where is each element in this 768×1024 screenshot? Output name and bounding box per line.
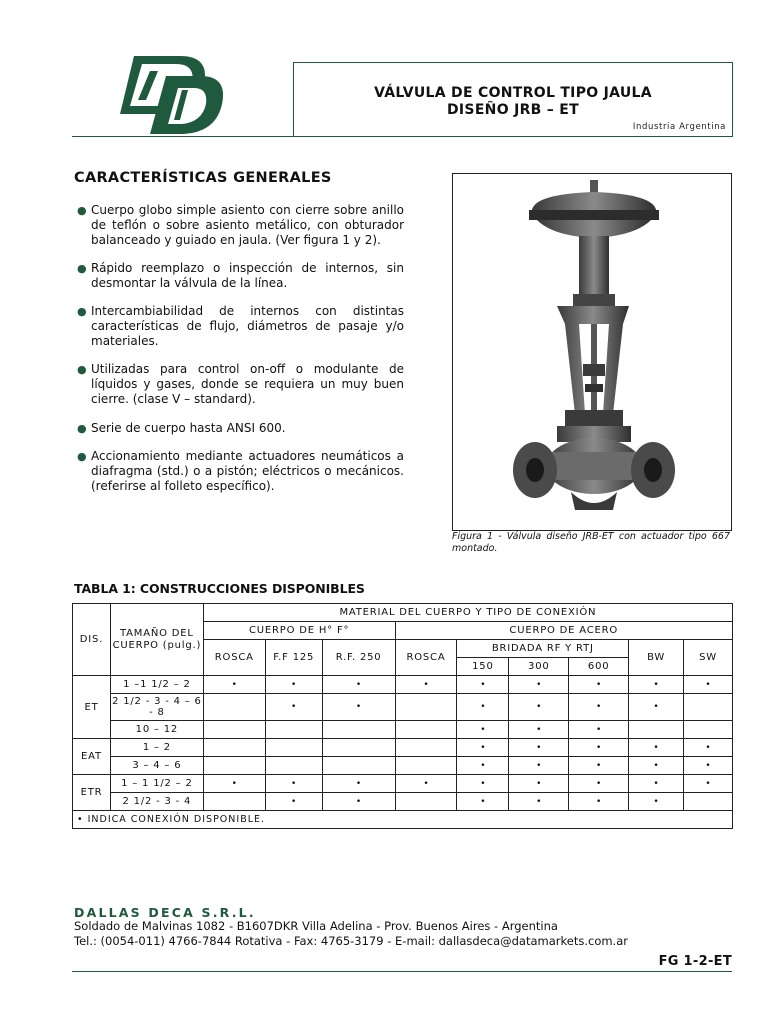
availability-cell: • — [322, 676, 395, 694]
bullet-icon: ● — [77, 363, 87, 376]
table-row — [73, 739, 733, 757]
availability-cell: • — [457, 721, 509, 739]
document-title: VÁLVULA DE CONTROL TIPO JAULA — [374, 85, 652, 101]
header-steel-body: CUERPO DE ACERO — [395, 622, 733, 640]
availability-cell: • — [629, 676, 684, 694]
header-dis: DIS. — [73, 604, 111, 676]
col-header: SW — [684, 640, 733, 676]
availability-cell: • — [509, 793, 569, 811]
availability-cell: • — [457, 793, 509, 811]
table-row — [73, 721, 733, 739]
constructions-table — [72, 603, 733, 829]
availability-cell — [395, 694, 457, 721]
availability-cell: • — [395, 676, 457, 694]
feature-item: ● Serie de cuerpo hasta ANSI 600. — [77, 421, 286, 435]
table-row — [73, 676, 733, 694]
header-size: TAMAÑO DEL CUERPO (pulg.) — [110, 604, 203, 676]
availability-cell — [203, 757, 265, 775]
row-size: 1 – 2 — [110, 739, 203, 757]
availability-cell: • — [569, 793, 629, 811]
bullet-icon: ● — [77, 204, 87, 217]
table-body — [73, 676, 733, 811]
availability-cell: • — [684, 676, 733, 694]
availability-cell: • — [265, 694, 322, 721]
availability-cell: • — [569, 694, 629, 721]
row-size: 2 1/2 - 3 - 4 – 6 - 8 — [110, 694, 203, 721]
availability-cell: • — [203, 775, 265, 793]
document-subtitle: DISEÑO JRB – ET — [447, 102, 579, 118]
header-material: MATERIAL DEL CUERPO Y TIPO DE CONEXIÓN — [203, 604, 732, 622]
title-box — [293, 62, 733, 137]
availability-cell: • — [569, 676, 629, 694]
availability-cell: • — [684, 775, 733, 793]
col-header: 150 — [457, 658, 509, 676]
availability-cell: • — [509, 739, 569, 757]
table-footnote: • INDICA CONEXIÓN DISPONIBLE. — [73, 811, 733, 829]
availability-cell: • — [265, 676, 322, 694]
company-address — [74, 919, 628, 948]
availability-cell: • — [509, 775, 569, 793]
availability-cell: • — [457, 775, 509, 793]
availability-cell — [395, 793, 457, 811]
table-row — [73, 757, 733, 775]
availability-cell: • — [569, 775, 629, 793]
col-header: ROSCA — [395, 640, 457, 676]
availability-cell — [265, 721, 322, 739]
section-title: CARACTERÍSTICAS GENERALES — [74, 170, 332, 186]
availability-cell: • — [684, 739, 733, 757]
availability-cell: • — [509, 694, 569, 721]
row-size: 2 1/2 - 3 - 4 — [110, 793, 203, 811]
table-row — [73, 694, 733, 721]
address-line: Soldado de Malvinas 1082 - B1607DKR Villa Adelina - Prov. Buenos Aires - Argentina — [74, 919, 558, 933]
availability-cell: • — [322, 793, 395, 811]
col-header: BW — [629, 640, 684, 676]
company-name: DALLAS DECA S.R.L. — [74, 905, 256, 920]
availability-cell — [395, 739, 457, 757]
col-header: ROSCA — [203, 640, 265, 676]
availability-cell: • — [509, 757, 569, 775]
origin-label: Industria Argentina — [632, 122, 726, 132]
availability-cell — [629, 721, 684, 739]
bullet-icon: ● — [77, 262, 87, 275]
table-row — [73, 793, 733, 811]
row-size: 3 – 4 – 6 — [110, 757, 203, 775]
bullet-icon: ● — [77, 422, 87, 435]
header-divider — [72, 136, 732, 137]
availability-cell: • — [457, 676, 509, 694]
table-title: TABLA 1: CONSTRUCCIONES DISPONIBLES — [74, 581, 365, 596]
availability-cell — [203, 721, 265, 739]
availability-cell — [322, 757, 395, 775]
table-row — [73, 775, 733, 793]
availability-cell — [203, 793, 265, 811]
availability-cell — [395, 721, 457, 739]
availability-cell — [684, 793, 733, 811]
dd-logo-icon — [120, 54, 230, 136]
bullet-icon: ● — [77, 450, 87, 463]
control-valve-photo — [453, 174, 731, 530]
feature-item: ● Rápido reemplazo o inspección de internos, sin desmontar la válvula de la línea. — [77, 261, 404, 291]
availability-cell — [684, 721, 733, 739]
availability-cell — [203, 694, 265, 721]
availability-cell: • — [509, 721, 569, 739]
availability-cell: • — [569, 721, 629, 739]
availability-cell — [265, 757, 322, 775]
feature-item: ● Utilizadas para control on-off o modulante de líquidos y gases, donde se requiera un muy buen cierre. (clase V – standard). — [77, 362, 404, 407]
availability-cell: • — [569, 757, 629, 775]
feature-item: ● Accionamiento mediante actuadores neumáticos a diafragma (std.) o a pistón; eléctricos o mecánicos. (referirse al folleto específico). — [77, 449, 404, 494]
availability-cell: • — [629, 775, 684, 793]
row-design: ET — [73, 676, 111, 739]
availability-cell: • — [265, 775, 322, 793]
row-size: 1 –1 1/2 – 2 — [110, 676, 203, 694]
col-header: R.F. 250 — [322, 640, 395, 676]
availability-cell: • — [322, 775, 395, 793]
availability-cell: • — [322, 694, 395, 721]
availability-cell: • — [629, 739, 684, 757]
header-flanged: BRIDADA RF Y RTJ — [457, 640, 629, 658]
col-header: 300 — [509, 658, 569, 676]
availability-cell: • — [629, 757, 684, 775]
availability-cell — [684, 694, 733, 721]
contact-line: Tel.: (0054-011) 4766-7844 Rotativa - Fax: 4765-3179 - E-mail: dallasdeca@datamarkets.com.ar — [74, 933, 628, 948]
col-header: F.F 125 — [265, 640, 322, 676]
feature-item: ● Cuerpo globo simple asiento con cierre sobre anillo de teflón o sobre asiento metálico, con obturador balanceado y guiado en jaula. (Ver figura 1 y 2). — [77, 203, 404, 248]
availability-cell: • — [509, 676, 569, 694]
availability-cell: • — [203, 676, 265, 694]
availability-cell: • — [265, 793, 322, 811]
feature-item: ● Intercambiabilidad de internos con distintas características de flujo, diámetros de pasaje y/o materiales. — [77, 304, 404, 349]
row-design: EAT — [73, 739, 111, 775]
availability-cell — [322, 721, 395, 739]
col-header: 600 — [569, 658, 629, 676]
availability-cell — [322, 739, 395, 757]
availability-cell: • — [457, 739, 509, 757]
availability-cell — [265, 739, 322, 757]
footer-divider — [72, 971, 732, 972]
availability-cell: • — [629, 793, 684, 811]
row-design: ETR — [73, 775, 111, 811]
availability-cell: • — [629, 694, 684, 721]
row-size: 10 – 12 — [110, 721, 203, 739]
document-code: FG 1-2-ET — [658, 954, 732, 969]
availability-cell: • — [395, 775, 457, 793]
availability-cell: • — [457, 694, 509, 721]
availability-cell: • — [569, 739, 629, 757]
row-size: 1 – 1 1/2 – 2 — [110, 775, 203, 793]
header-iron-body: CUERPO DE H° F° — [203, 622, 395, 640]
availability-cell: • — [457, 757, 509, 775]
availability-cell — [203, 739, 265, 757]
valve-figure — [452, 173, 732, 531]
bullet-icon: ● — [77, 305, 87, 318]
availability-cell — [395, 757, 457, 775]
availability-cell: • — [684, 757, 733, 775]
figure-caption: Figura 1 - Válvula diseño JRB-ET con actuador tipo 667 montado. — [452, 531, 730, 554]
